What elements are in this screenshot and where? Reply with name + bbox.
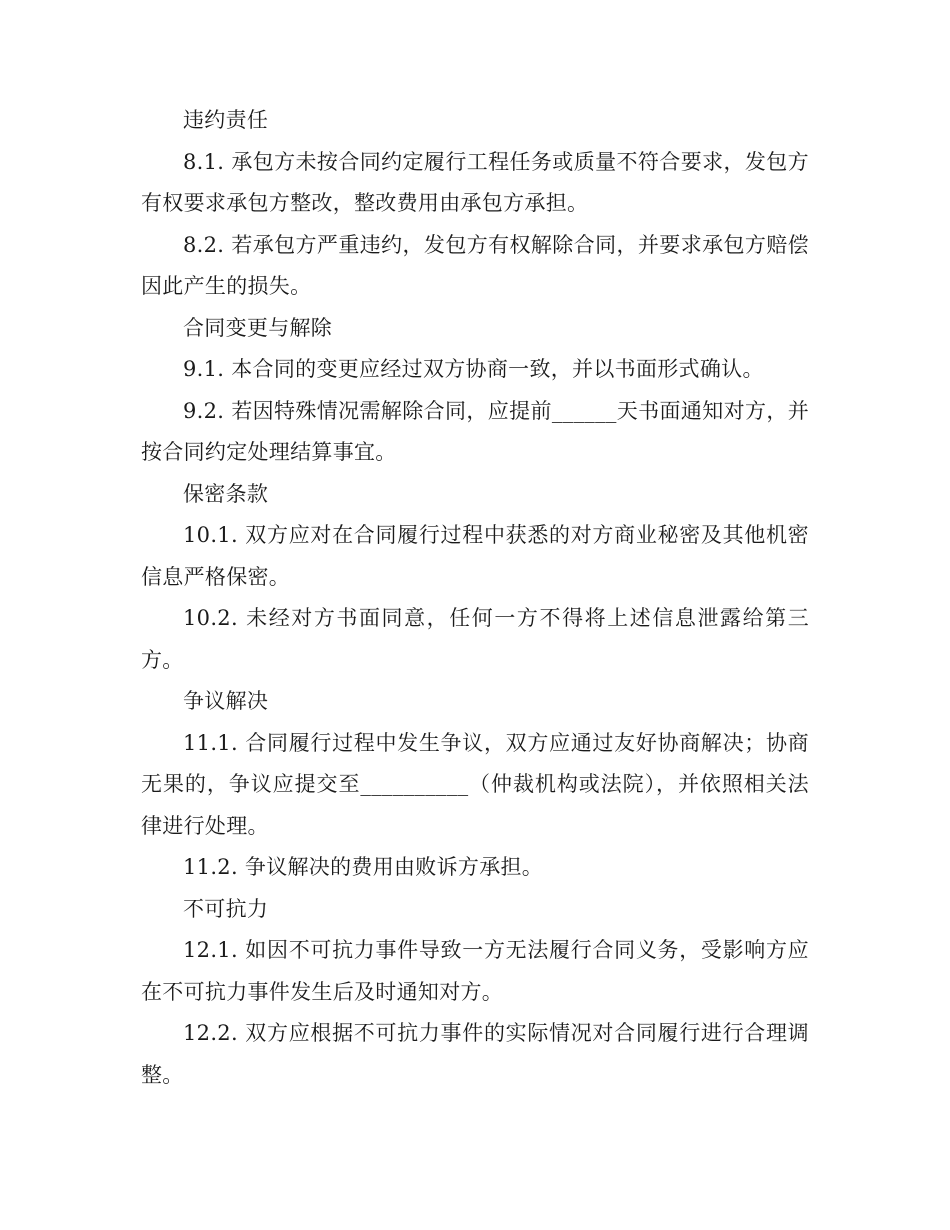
clause-9-1: 9.1. 本合同的变更应经过双方协商一致，并以书面形式确认。: [183, 357, 764, 381]
section-heading-force-majeure: 不可抗力: [183, 896, 269, 921]
clause-11-1: 11.1. 合同履行过程中发生争议，双方应通过友好协商解决；协商无果的，争议应提交至__________（仲裁机构或法院），并依照相关法律进行处理。: [141, 730, 809, 838]
document-body: [141, 100, 809, 1096]
clause-10-2: 10.2. 未经对方书面同意，任何一方不得将上述信息泄露给第三方。: [141, 606, 809, 672]
clause-11-2: 11.2. 争议解决的费用由败诉方承担。: [183, 855, 544, 879]
clause-9-2: 9.2. 若因特殊情况需解除合同，应提前______天书面通知对方，并按合同约定处理结算事宜。: [141, 398, 809, 464]
section-heading-breach: 违约责任: [183, 108, 269, 132]
section-heading-dispute: 争议解决: [183, 689, 269, 713]
clause-8-1: 8.1. 承包方未按合同约定履行工程任务或质量不符合要求，发包方有权要求承包方整改，整改费用由承包方承担。: [141, 149, 809, 215]
clause-8-2: 8.2. 若承包方严重违约，发包方有权解除合同，并要求承包方赔偿因此产生的损失。: [141, 232, 809, 298]
section-heading-confidentiality: 保密条款: [183, 481, 269, 506]
clause-10-1: 10.1. 双方应对在合同履行过程中获悉的对方商业秘密及其他机密信息严格保密。: [141, 523, 809, 589]
clause-12-2: 12.2. 双方应根据不可抗力事件的实际情况对合同履行进行合理调整。: [141, 1021, 809, 1087]
clause-12-1: 12.1. 如因不可抗力事件导致一方无法履行合同义务，受影响方应在不可抗力事件发生后及时通知对方。: [141, 938, 809, 1004]
section-heading-amendment: 合同变更与解除: [183, 315, 333, 340]
